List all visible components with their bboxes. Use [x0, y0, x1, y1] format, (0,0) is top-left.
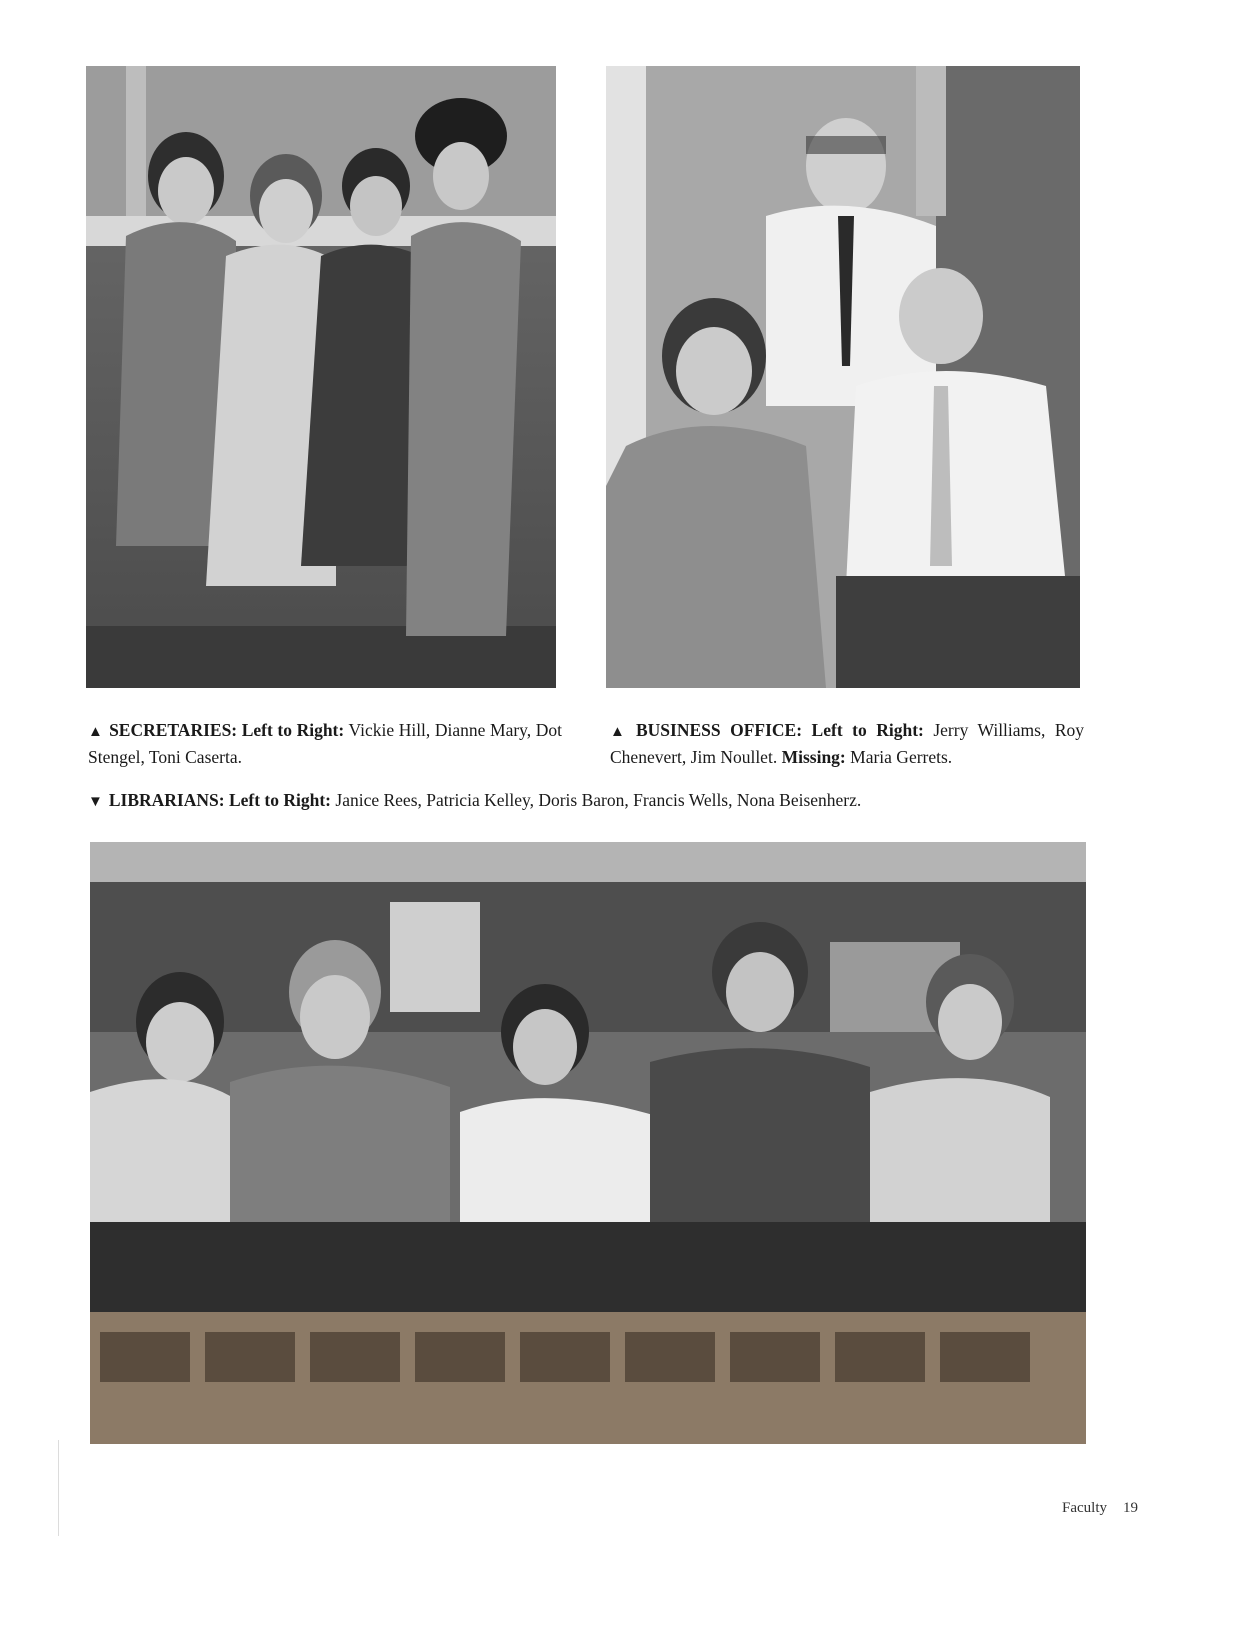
business-office-missing-names: Maria Gerrets.: [850, 747, 953, 767]
librarians-photo: [90, 842, 1086, 1444]
business-office-names: Jerry Williams, Roy Chenevert, Jim Noullet.: [610, 720, 1085, 767]
librarians-names: Janice Rees, Patricia Kelley, Doris Baron, Francis Wells, Nona Beisenherz.: [335, 790, 862, 810]
triangle-down-icon: ▼: [88, 794, 103, 810]
business-office-photo: [606, 66, 1080, 688]
librarians-heading: LIBRARIANS:: [108, 790, 225, 810]
librarians-label: Left to Right:: [228, 790, 332, 810]
margin-line: [58, 1440, 59, 1536]
page-number: 19: [1123, 1500, 1138, 1516]
secretaries-caption: [88, 718, 562, 770]
secretaries-photo: [86, 66, 556, 688]
librarians-caption: [88, 788, 1088, 815]
business-office-missing-label: Missing:: [781, 747, 846, 767]
business-office-label: Left to Right:: [811, 720, 924, 740]
secretaries-label: Left to Right:: [241, 720, 345, 740]
secretaries-names: Vickie Hill, Dianne Mary, Dot Stengel, Toni Caserta.: [88, 720, 562, 767]
business-office-caption: [610, 718, 1084, 770]
triangle-up-icon: ▲: [610, 724, 630, 740]
page-footer: [1062, 1500, 1138, 1517]
triangle-up-icon: ▲: [88, 724, 104, 740]
secretaries-heading: SECRETARIES:: [109, 720, 238, 740]
footer-section: Faculty: [1062, 1500, 1107, 1516]
business-office-heading: BUSINESS OFFICE:: [635, 720, 803, 740]
